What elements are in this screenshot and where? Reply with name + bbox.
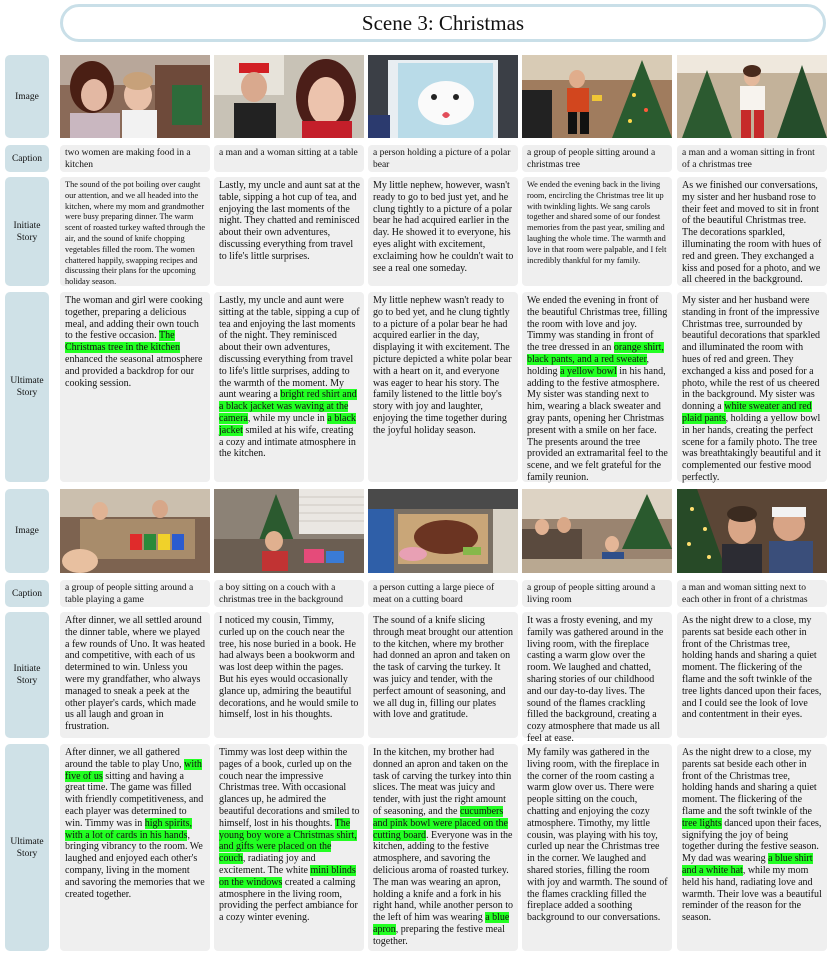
- story-text: We ended the evening in front of the beautiful Christmas tree, filling the room with love and joy. Timmy was standing in front of the tree dressed in an: [527, 295, 668, 354]
- highlighted-text: a blue shirt and a white hat: [682, 853, 813, 876]
- photo-living-room-group: [522, 489, 672, 573]
- story-text: , bringing vibrancy to the room. We laughed and enjoyed each other's company, living in the moment and savoring the memories that we created together.: [65, 829, 205, 900]
- ultimate-story-cell: [60, 744, 210, 951]
- highlighted-text: orange shirt, black pants, and a red sweater: [527, 342, 664, 365]
- ultimate-story-cell: [522, 292, 672, 482]
- caption-cell: two women are making food in a kitchen: [60, 145, 210, 172]
- caption-cell: a man and a woman sitting at a table: [214, 145, 364, 172]
- caption-cell: a group of people sitting around a christmas tree: [522, 145, 672, 172]
- highlighted-text: a blue apron: [373, 912, 510, 935]
- story-text: , preparing the festive meal together.: [373, 923, 505, 947]
- caption-cell: a person cutting a large piece of meat on a cutting board: [368, 580, 518, 607]
- story-text: , while my uncle in: [247, 412, 328, 424]
- story-text: In the kitchen, my brother had donned an apron and taken on the task of carving the turkey into thin slices. The meat was juicy and tender, with just the right amount of seasoning, and the: [373, 747, 512, 817]
- caption-cell: a group of people sitting around a table playing a game: [60, 580, 210, 607]
- highlighted-text: cucumbers and pink bowl were placed on the cutting board: [373, 805, 508, 841]
- story-text: , while my mom held his hand, radiating love and warmth. Their love was a beautiful reminder of the reason for the season.: [682, 864, 822, 924]
- ultimate-story-cell: [368, 292, 518, 482]
- photo-group-christmas-tree: [522, 55, 672, 138]
- photo-boy-couch: [214, 489, 364, 573]
- ultimate-story-cell: [368, 744, 518, 951]
- photo-uno-game: [60, 489, 210, 573]
- highlighted-text: white sweater and red plaid pants: [682, 401, 812, 424]
- initiate-story-cell: We ended the evening back in the living room, encircling the Christmas tree lit up with twinkling lights. We sang carols together and shared some of our fondest memories from the past year, smiling and laughing the whole time. The warmth and love in that room were palpable, and I felt incredibly thankful for my family.: [522, 177, 672, 286]
- highlighted-text: tree lights: [682, 817, 722, 829]
- photo-carving-meat: [368, 489, 518, 573]
- ultimate-story-cell: [522, 744, 672, 951]
- initiate-story-cell: As the night drew to a close, my parents sat beside each other in front of the Christmas tree, holding hands and sharing a quiet moment. The flickering of the flame and the soft twinkle of the tree lights danced upon their faces, and I could see the look of love and contentment in their eyes.: [677, 612, 827, 738]
- story-text: in his hand, adding to the festive atmosphere. My sister was standing next to him, wearing a black sweater and gray pants, opening her Christmas present with a smile on her face. The presents around the tree provided an extramarital feel to the scene, and we felt grateful for the family reunion.: [527, 365, 668, 483]
- highlighted-text: a yellow bowl: [560, 365, 617, 377]
- caption-cell: a person holding a picture of a polar bear: [368, 145, 518, 172]
- initiate-story-cell: My little nephew, however, wasn't ready to go to bed just yet, and he clung tightly to a picture of a polar bear he had acquired earlier in the day. He showed it to everyone, his eyes alight with excitement, exclaiming how he couldn't wait to see a real one someday.: [368, 177, 518, 286]
- initiate-story-cell: Lastly, my uncle and aunt sat at the table, sipping a hot cup of tea, and enjoying the last moments of the night. They chatted and reminisced about their own adventures, discussing everything from travel to life's little surprises.: [214, 177, 364, 286]
- row-label-ultimate-story: Ultimate Story: [5, 292, 49, 482]
- story-text: Lastly, my uncle and aunt were sitting at the table, sipping a cup of tea and enjoying the last moments of the night. They reminisced about their own adventures, discussing everything from travel to life's little surprises, adding to the warmth of the moment. My aunt wearing a: [219, 295, 360, 401]
- photo-kitchen-women: [60, 55, 210, 138]
- caption-cell: a boy sitting on a couch with a christmas tree in the background: [214, 580, 364, 607]
- story-text: After dinner, we all gathered around the table to play Uno,: [65, 747, 185, 770]
- initiate-story-cell: As we finished our conversations, my sister and her husband rose to their feet and moved to sit in front of the beautiful Christmas tree. The decorations sparkled, illuminating the room with hues of red and green. They exchanged a kiss and posed for a photo, and we all cheered in the background.: [677, 177, 827, 286]
- highlighted-text: mini blinds on the windows: [219, 864, 356, 888]
- caption-cell: a man and woman sitting next to each other in front of a christmas: [677, 580, 827, 607]
- highlighted-text: The Christmas tree in the kitchen: [65, 330, 180, 354]
- caption-cell: a group of people sitting around a living room: [522, 580, 672, 607]
- story-text: enhanced the seasonal atmosphere and provided a backdrop for our cooking session.: [65, 353, 203, 389]
- story-text: Timmy was lost deep within the pages of a book, curled up on the couch near the impressive Christmas tree. With occasional glances up, he admired the beautiful decorations and smiled to himself, lost in his thoughts.: [219, 747, 360, 829]
- story-text: sitting and having a great time. The game was filled with friendly competitiveness, and each player was determined to win. Timmy was in: [65, 770, 204, 829]
- story-text: , holding a yellow bowl in her hands, creating the perfect scene for a family photo. The tree was breathtakingly beautiful and it complemented our festive mood perfectly.: [682, 412, 821, 483]
- photo-uncle-aunt-table: [214, 55, 364, 138]
- scene-title: Scene 3: Christmas: [60, 4, 826, 42]
- story-text: My little nephew wasn't ready to go to bed yet, and he clung tightly to a picture of a polar bear he had acquired earlier in the day, displaying it with excitement. The picture depicted a white polar bear with a heart on it, and everyone was eager to hear his story. The family listened to the little boy's story with joy and laughter, enjoying the time together during the joyful holiday season.: [373, 295, 512, 436]
- story-text: My sister and her husband were standing in front of the impressive Christmas tree, surrounded by beautiful decorations that sparkled and illuminated the room with hues of red and green. They exchanged a kiss and posed for a photo, while the rest of us cheered in the background. My sister was donning a: [682, 295, 821, 413]
- ultimate-story-cell: [214, 744, 364, 951]
- row-label-image: Image: [5, 489, 49, 573]
- photo-parents-christmas: [677, 489, 827, 573]
- story-text: danced upon their faces, signifying the joy of being together during the festive season. My dad was wearing: [682, 817, 822, 865]
- initiate-story-cell: The sound of the pot boiling over caught our attention, and we all headed into the kitchen, where my mom and grandmother were busy preparing dinner. The warm scent of roasted turkey wafted through the air, and the sound of knife chopping vegetables filled the room. The women chattered happily, swapping recipes and discussing their plans for the upcoming holiday season.: [60, 177, 210, 286]
- highlighted-text: bright red shirt and a black jacket was waving at the camera: [219, 389, 357, 424]
- ultimate-story-cell: [60, 292, 210, 482]
- row-label-caption: Caption: [5, 145, 49, 172]
- highlighted-text: high spirits, with a lot of cards in his hands: [65, 817, 192, 841]
- initiate-story-cell: I noticed my cousin, Timmy, curled up on the couch near the tree, his nose buried in a book. He had always been a bookworm and was lost deep within the pages. But his eyes would occasionally glance up, admiring the beautiful decorations, and he would smile to himself, lost in his thoughts.: [214, 612, 364, 738]
- photo-couple-christmas-tree: [677, 55, 827, 138]
- highlighted-text: The young boy wore a Christmas shirt, and gifts were placed on the couch: [219, 817, 357, 865]
- story-text: created a calming atmosphere in the living room, providing the perfect ambiance for a cozy winter evening.: [219, 876, 358, 924]
- initiate-story-cell: After dinner, we all settled around the dinner table, where we played a few rounds of Uno. It was heated and competitive, with each of us determined to win. Unless you were my grandfather, who always managed to sneak a peek at the other player's cards, which made us all laugh and groan in frustration.: [60, 612, 210, 738]
- story-text: . Everyone was in the kitchen, adding to the festive atmosphere, and savoring the delicious aroma of roasted turkey. The man was wearing an apron, holding a knife and a fork in his right hand, while another person to the left of him was wearing: [373, 829, 513, 924]
- highlighted-text: with five of us: [65, 758, 202, 782]
- caption-cell: a man and a woman sitting in front of a christmas tree: [677, 145, 827, 172]
- initiate-story-cell: It was a frosty evening, and my family was gathered around in the living room, with the fireplace casting a warm glow over the room. We laughed and chatted, sharing stories of our childhood and our day-to-day lives. The sound of the flames crackling filled the background, creating a cozy atmosphere that made us all feel at ease.: [522, 612, 672, 738]
- highlighted-text: a black jacket: [219, 412, 356, 436]
- row-label-initiate-story: Initiate Story: [5, 177, 49, 286]
- row-label-initiate-story: Initiate Story: [5, 612, 49, 738]
- story-text: smiled at his wife, creating a cozy and intimate atmosphere in the kitchen.: [219, 424, 356, 460]
- row-label-caption: Caption: [5, 580, 49, 607]
- row-label-ultimate-story: Ultimate Story: [5, 744, 49, 951]
- story-text: As the night drew to a close, my parents sat beside each other in front of the Christmas tree, holding hands and sharing a quiet moment. The flickering of the flame and the soft twinkle of the: [682, 747, 817, 817]
- ultimate-story-cell: [214, 292, 364, 482]
- initiate-story-cell: The sound of a knife slicing through meat brought our attention to the kitchen, where my brother had donned an apron and taken on the task of carving the turkey. It was juicy and tender, with the perfect amount of seasoning, and we all dug in, filling our plates with love and gratitude.: [368, 612, 518, 738]
- story-text: , radiating joy and excitement. The white: [219, 853, 316, 876]
- story-text: The woman and girl were cooking together, preparing a delicious meal, and adding their own touch to the festive occasion.: [65, 295, 203, 342]
- story-text: My family was gathered in the living room, with the fireplace in the corner of the room casting a warm glow over us. There were people sitting on the couch, chatting and enjoying the cozy atmosphere. Timothy, my little cousin, was playing with his toy, curled up near the Christmas tree in the corner. We laughed and shared stories, filling the room with joy and warmth. The sound of the flames crackling filled the fireplace added a soothing background to our conversations.: [527, 747, 668, 924]
- ultimate-story-cell: [677, 292, 827, 482]
- row-label-image: Image: [5, 55, 49, 138]
- photo-polar-bear-picture: [368, 55, 518, 138]
- story-text: , holding: [527, 353, 650, 377]
- ultimate-story-cell: [677, 744, 827, 951]
